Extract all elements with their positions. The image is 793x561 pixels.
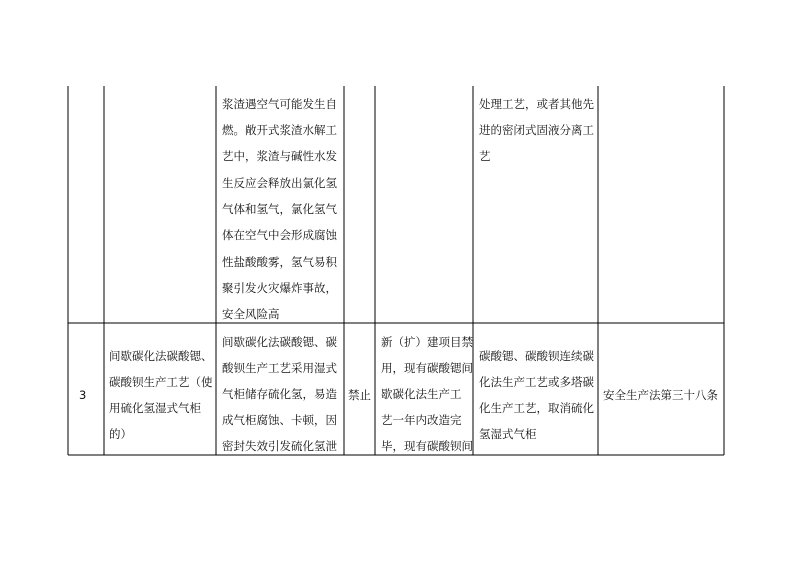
text-line: 密封失效引发硫化氢泄 bbox=[222, 439, 337, 453]
text-line: 氢湿式气柜 bbox=[479, 427, 537, 441]
legal-basis: 安全生产法第三十八条 bbox=[603, 388, 718, 402]
text-line: 酸钡生产工艺采用湿式 bbox=[222, 361, 337, 375]
text-line: 进的密闭式固液分离工 bbox=[479, 123, 594, 137]
text-line: 气柜储存硫化氢，易造 bbox=[222, 387, 337, 401]
text-line: 聚引发火灾爆炸事故， bbox=[222, 281, 337, 295]
text-line: 气体和氢气，氯化氢气 bbox=[222, 202, 337, 216]
text-line: 处理工艺，或者其他先 bbox=[479, 97, 594, 111]
text-line: 燃。敞开式浆渣水解工 bbox=[222, 123, 337, 137]
text-line: 碳酸钡生产工艺（使 bbox=[109, 375, 213, 389]
text-line: 间歇碳化法碳酸锶、碳 bbox=[222, 335, 337, 349]
text-line: 毕，现有碳酸钡间 bbox=[381, 439, 473, 453]
text-line: 用硫化氢湿式气柜 bbox=[109, 401, 201, 415]
text-line: 体在空气中会形成腐蚀 bbox=[222, 228, 337, 242]
text-line: 碳酸锶、碳酸钡连续碳 bbox=[479, 349, 594, 363]
text-line: 性盐酸酸雾，氢气易积 bbox=[222, 255, 337, 269]
text-line: 艺一年内改造完 bbox=[381, 413, 462, 427]
text-line: 的） bbox=[109, 427, 132, 441]
text-line: 化法生产工艺或多塔碳 bbox=[479, 375, 594, 389]
text-line: 浆渣遇空气可能发生自 bbox=[222, 97, 337, 111]
text-line: 化生产工艺，取消硫化 bbox=[479, 401, 594, 415]
restriction-type: 禁止 bbox=[348, 388, 371, 402]
text-line: 生反应会释放出氯化氢 bbox=[222, 176, 337, 190]
text-line: 新（扩）建项目禁 bbox=[381, 335, 473, 349]
text-line: 成气柜腐蚀、卡顿，因 bbox=[222, 413, 337, 427]
row-number: 3 bbox=[79, 388, 87, 402]
text-line: 安全风险高 bbox=[222, 307, 280, 321]
text-line: 艺中，浆渣与碱性水发 bbox=[222, 149, 337, 163]
text-line: 歇碳化法生产工 bbox=[381, 387, 462, 401]
text-line: 艺 bbox=[479, 149, 491, 163]
text-line: 间歇碳化法碳酸锶、 bbox=[109, 349, 213, 363]
text-line: 用，现有碳酸锶间 bbox=[381, 361, 473, 375]
